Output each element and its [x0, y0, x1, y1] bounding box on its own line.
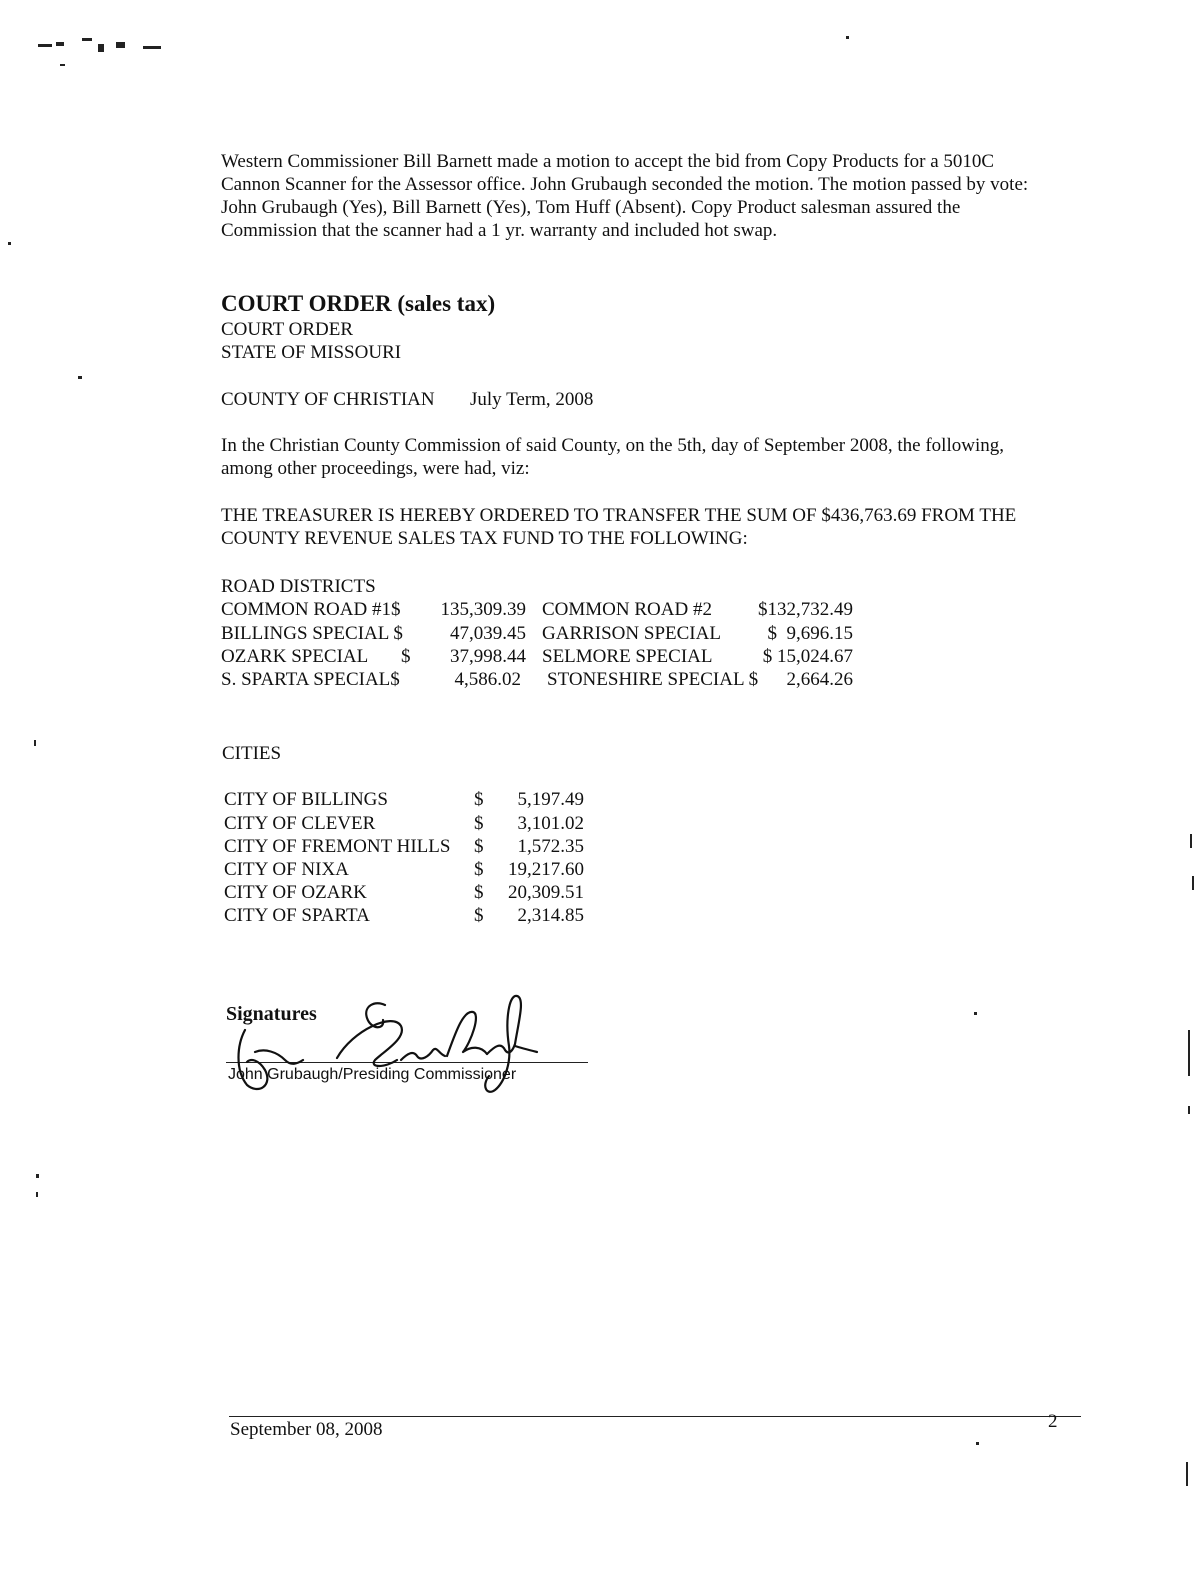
city-name: CITY OF FREMONT HILLS — [224, 836, 451, 857]
road-district-amount: $ 15,024.67 — [762, 646, 853, 667]
city-dollar-sign: $ — [474, 836, 484, 857]
signatures-label: Signatures — [226, 1003, 317, 1025]
road-district-amount: 47,039.45 — [450, 623, 526, 644]
scan-speck — [34, 740, 36, 746]
road-district-name: BILLINGS SPECIAL $ — [221, 623, 403, 644]
state-line: STATE OF MISSOURI — [221, 342, 402, 363]
order-line: THE TREASURER IS HEREBY ORDERED TO TRANSFER THE SUM OF $436,763.69 FROM THE — [221, 505, 1017, 526]
court-order-subheading: COURT ORDER — [221, 319, 354, 340]
road-district-name: COMMON ROAD #2 — [542, 599, 712, 620]
scan-speck — [1188, 1030, 1190, 1076]
scan-speck — [8, 242, 11, 245]
scan-speck — [1188, 1106, 1190, 1114]
road-district-row — [221, 646, 861, 670]
intro-line: among other proceedings, were had, viz: — [221, 458, 530, 479]
city-name: CITY OF OZARK — [224, 882, 367, 903]
city-row — [224, 789, 604, 813]
scan-speck — [1186, 1462, 1188, 1486]
county-line: COUNTY OF CHRISTIAN — [221, 389, 435, 410]
cities-title: CITIES — [222, 743, 282, 764]
page-number: 2 — [1048, 1411, 1058, 1432]
city-dollar-sign: $ — [474, 905, 484, 926]
road-district-amount: 135,309.39 — [440, 599, 526, 620]
scan-speck — [846, 36, 849, 39]
road-district-name: OZARK SPECIAL — [221, 646, 369, 667]
handwritten-signature — [225, 990, 545, 1100]
term-line: July Term, 2008 — [470, 389, 594, 410]
intro-line: In the Christian County Commission of said County, on the 5th, day of September 2008, the following, — [221, 435, 1004, 456]
scan-speck — [974, 1012, 977, 1015]
order-line: COUNTY REVENUE SALES TAX FUND TO THE FOLLOWING: — [221, 528, 748, 549]
motion-line: Commission that the scanner had a 1 yr. warranty and included hot swap. — [221, 220, 778, 241]
city-dollar-sign: $ — [474, 789, 484, 810]
road-district-name: COMMON ROAD #1$ — [221, 599, 401, 620]
scan-speck — [98, 44, 104, 52]
city-name: CITY OF CLEVER — [224, 813, 376, 834]
intro-paragraph — [221, 434, 1004, 480]
road-district-amount: 2,664.26 — [786, 669, 853, 690]
signature-caption: John Grubaugh/Presiding Commissioner — [228, 1066, 517, 1083]
scan-speck — [82, 38, 92, 41]
city-row — [224, 813, 604, 837]
city-amount: 19,217.60 — [508, 859, 584, 880]
scan-speck — [1192, 876, 1194, 890]
city-amount: 2,314.85 — [517, 905, 584, 926]
city-name: CITY OF NIXA — [224, 859, 349, 880]
footer-date: September 08, 2008 — [230, 1419, 383, 1440]
city-amount: 5,197.49 — [517, 789, 584, 810]
city-amount: 20,309.51 — [508, 882, 584, 903]
scan-speck — [36, 1174, 39, 1178]
footer-rule — [229, 1416, 1081, 1417]
road-district-name: GARRISON SPECIAL — [542, 623, 721, 644]
scan-speck — [60, 64, 65, 66]
city-amount: 3,101.02 — [517, 813, 584, 834]
city-amount: 1,572.35 — [517, 836, 584, 857]
city-row — [224, 859, 604, 883]
scan-speck — [38, 44, 52, 47]
city-name: CITY OF SPARTA — [224, 905, 370, 926]
road-district-amount: 4,586.02 — [454, 669, 521, 690]
city-dollar-sign: $ — [474, 813, 484, 834]
scan-speck — [1190, 834, 1192, 848]
road-district-amount: $ 9,696.15 — [767, 623, 853, 644]
city-dollar-sign: $ — [474, 859, 484, 880]
road-districts-title: ROAD DISTRICTS — [221, 576, 376, 597]
road-district-amount: $132,732.49 — [758, 599, 853, 620]
scan-speck — [78, 376, 82, 379]
road-district-name: SELMORE SPECIAL — [542, 646, 713, 667]
order-paragraph — [221, 504, 1016, 550]
city-dollar-sign: $ — [474, 882, 484, 903]
road-district-row — [221, 599, 861, 623]
scan-speck — [36, 1192, 38, 1197]
city-row — [224, 836, 604, 860]
motion-line: John Grubaugh (Yes), Bill Barnett (Yes), Tom Huff (Absent). Copy Product salesman assured the — [221, 197, 961, 218]
road-district-sign: $ — [401, 646, 411, 667]
road-district-amount: 37,998.44 — [450, 646, 526, 667]
road-district-row — [221, 669, 861, 693]
court-order-heading: COURT ORDER (sales tax) — [221, 291, 496, 316]
scan-speck — [56, 42, 64, 46]
scan-speck — [143, 46, 161, 49]
city-row — [224, 905, 604, 929]
city-row — [224, 882, 604, 906]
scan-speck — [976, 1442, 979, 1445]
scan-speck — [116, 42, 125, 48]
road-district-row — [221, 623, 861, 647]
city-name: CITY OF BILLINGS — [224, 789, 388, 810]
road-district-name: STONESHIRE SPECIAL $ — [547, 669, 759, 690]
motion-line: Western Commissioner Bill Barnett made a motion to accept the bid from Copy Products for a 5010C — [221, 151, 995, 172]
motion-line: Cannon Scanner for the Assessor office. John Grubaugh seconded the motion. The motion passed by vote: — [221, 174, 1029, 195]
road-district-name: S. SPARTA SPECIAL$ — [221, 669, 400, 690]
motion-paragraph — [221, 150, 1028, 242]
